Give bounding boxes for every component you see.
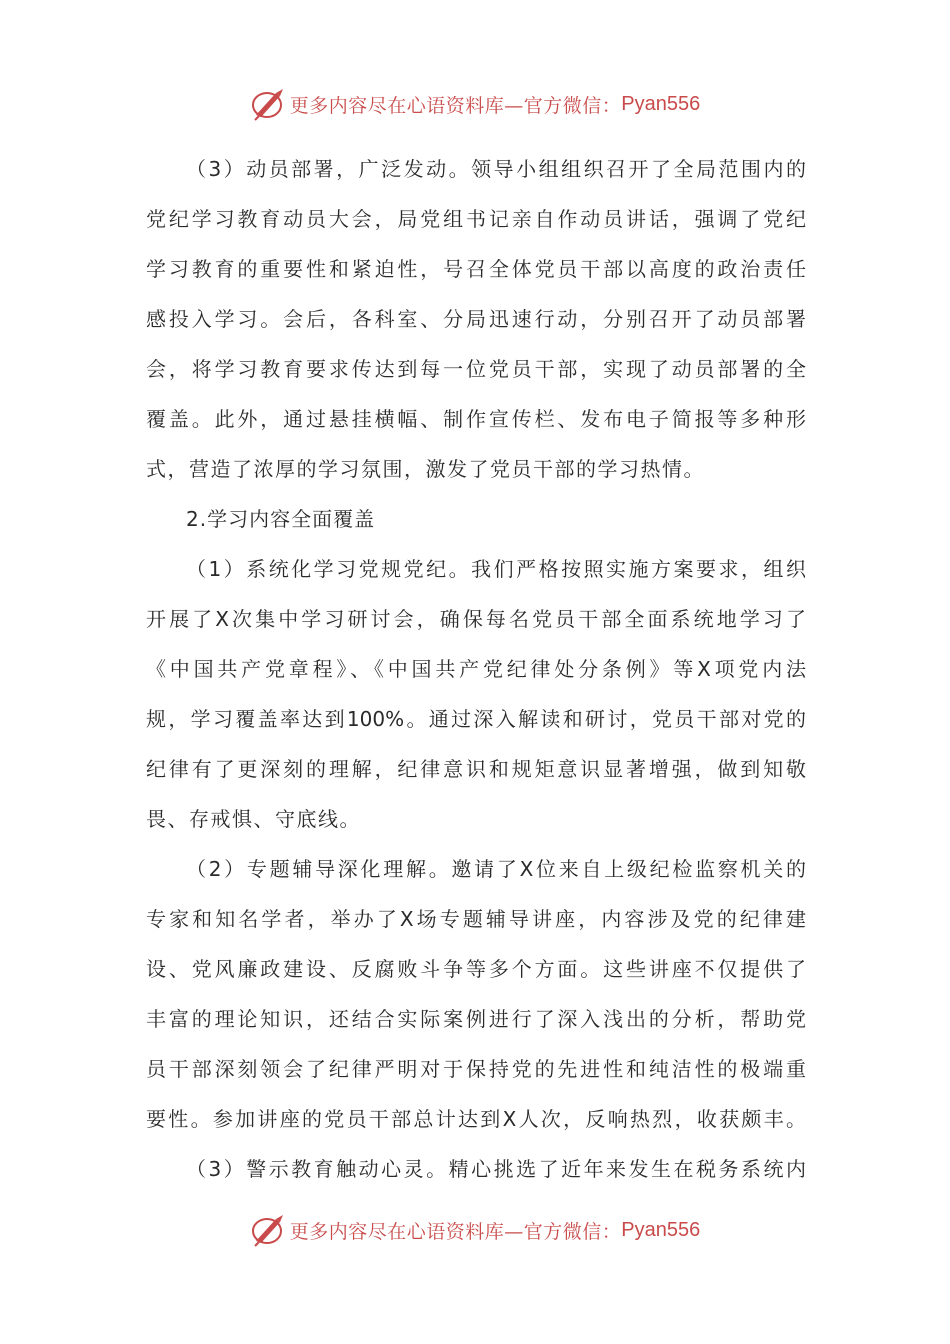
paragraph-line: 纪律有了更深刻的理解，纪律意识和规矩意识显著增强，做到知敬 — [146, 757, 806, 781]
paragraph-line: 要性。参加讲座的党员干部总计达到X人次，反响热烈，收获颇丰。 — [146, 1107, 806, 1131]
section-heading: 2.学习内容全面覆盖 — [186, 507, 376, 531]
paragraph-line: 规，学习覆盖率达到100%。通过深入解读和研讨，党员干部对党的 — [146, 707, 806, 731]
watermark-text: 更多内容尽在心语资料库—官方微信： — [289, 1220, 622, 1243]
quill-logo-icon — [250, 1213, 286, 1247]
paragraph-line: 专家和知名学者，举办了X场专题辅导讲座，内容涉及党的纪律建 — [146, 907, 806, 931]
paragraph-line: 员干部深刻领会了纪律严明对于保持党的先进性和纯洁性的极端重 — [146, 1057, 806, 1081]
paragraph-line: 感投入学习。会后，各科室、分局迅速行动，分别召开了动员部署 — [146, 307, 806, 331]
paragraph-line: 丰富的理论知识，还结合实际案例进行了深入浅出的分析，帮助党 — [146, 1007, 806, 1031]
paragraph-line: 学习教育的重要性和紧迫性，号召全体党员干部以高度的政治责任 — [146, 257, 806, 281]
watermark-text: 更多内容尽在心语资料库—官方微信： — [289, 94, 622, 117]
document-body — [146, 144, 806, 1194]
paragraph-line: （3）警示教育触动心灵。精心挑选了近年来发生在税务系统内 — [186, 1157, 806, 1181]
paragraph-line: 设、党风廉政建设、反腐败斗争等多个方面。这些讲座不仅提供了 — [146, 957, 806, 981]
paragraph-line: 会，将学习教育要求传达到每一位党员干部，实现了动员部署的全 — [146, 357, 806, 381]
quill-logo-icon — [250, 87, 286, 121]
paragraph-line: 覆盖。此外，通过悬挂横幅、制作宣传栏、发布电子简报等多种形 — [146, 407, 806, 431]
watermark-wechat-id: Pyan556 — [621, 92, 701, 115]
paragraph-line: （2）专题辅导深化理解。邀请了X位来自上级纪检监察机关的 — [186, 857, 806, 881]
paragraph-line: （1）系统化学习党规党纪。我们严格按照实施方案要求，组织 — [186, 557, 806, 581]
watermark-footer — [0, 1210, 950, 1250]
watermark-header — [0, 84, 950, 124]
paragraph-line: 党纪学习教育动员大会，局党组书记亲自作动员讲话，强调了党纪 — [146, 207, 806, 231]
paragraph-line: 式，营造了浓厚的学习氛围，激发了党员干部的学习热情。 — [146, 457, 705, 481]
paragraph-line: 《中国共产党章程》、《中国共产党纪律处分条例》等X项党内法 — [146, 657, 806, 681]
paragraph-line: 开展了X次集中学习研讨会，确保每名党员干部全面系统地学习了 — [146, 607, 806, 631]
watermark-wechat-id: Pyan556 — [621, 1218, 701, 1241]
paragraph-line: （3）动员部署，广泛发动。领导小组组织召开了全局范围内的 — [186, 157, 806, 181]
paragraph-line: 畏、存戒惧、守底线。 — [146, 807, 361, 831]
